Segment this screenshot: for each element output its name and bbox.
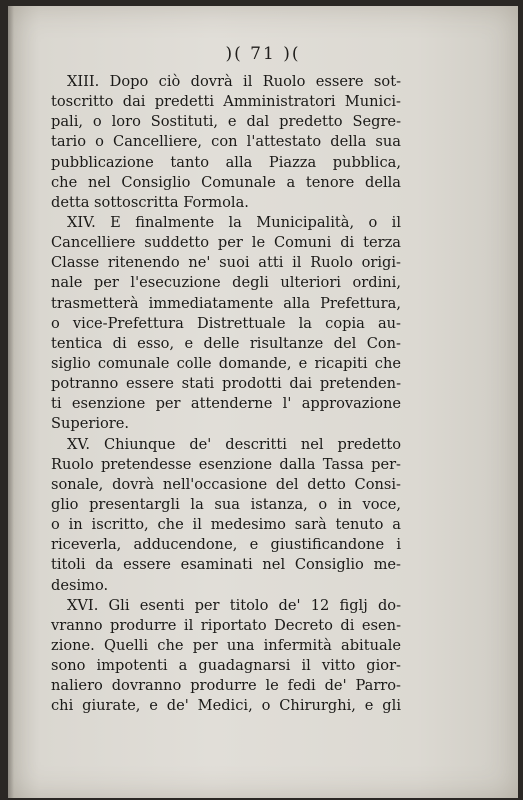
text-line: pubblicazione tanto alla Piazza pubblica, — [51, 153, 401, 171]
text-line: detta sottoscritta Formola. — [51, 193, 249, 211]
text-line: trasmetterà immediatamente alla Prefettura, — [51, 294, 401, 312]
text-line: XV. Chiunque de' descritti nel predetto — [67, 435, 401, 453]
text-line: o in iscritto, che il medesimo sarà tenuto a — [51, 516, 401, 534]
text-line: siglio comunale colle domande, e ricapiti che — [51, 354, 401, 372]
text-line: nale per l'esecuzione degli ulteriori ordini, — [51, 274, 401, 292]
text-line: Superiore. — [51, 415, 130, 433]
text-line: Cancelliere suddetto per le Comuni di terza — [51, 234, 401, 252]
page-number: )( 71 )( — [225, 44, 301, 64]
text-line: ti esenzione per attenderne l' approvazione — [51, 395, 401, 413]
text-line: potranno essere stati prodotti dai pretenden- — [51, 375, 401, 393]
text-line: pali, o loro Sostituti, e dal predetto Segre- — [51, 113, 401, 131]
text-line: tentica di esso, e delle risultanze del Con- — [51, 334, 401, 352]
text-line: vranno produrre il riportato Decreto di esen- — [51, 616, 401, 634]
text-line: glio presentargli la sua istanza, o in voce, — [51, 495, 401, 513]
text-line: Ruolo pretendesse esenzione dalla Tassa per- — [51, 455, 401, 473]
text-line: tario o Cancelliere, con l'attestato della sua — [51, 133, 401, 151]
text-line: desimo. — [51, 576, 109, 594]
text-line: zione. Quelli che per una infermità abituale — [51, 636, 401, 654]
text-line: toscritto dai predetti Amministratori Munici- — [51, 93, 401, 111]
text-line: che nel Consiglio Comunale a tenore della — [51, 173, 401, 191]
text-line: o vice-Prefettura Distrettuale la copia au- — [51, 314, 401, 332]
book-page — [8, 6, 518, 798]
text-line: sono impotenti a guadagnarsi il vitto gior- — [51, 657, 401, 675]
text-line: Classe ritenendo ne' suoi atti il Ruolo origi- — [51, 254, 401, 272]
text-line: riceverla, adducendone, e giustificandone i — [51, 536, 401, 554]
text-line: sonale, dovrà nell'occasione del detto Consi- — [51, 475, 401, 493]
body-text — [51, 72, 401, 717]
text-line: XIV. E finalmente la Municipalità, o il — [67, 213, 401, 231]
text-line: XVI. Gli esenti per titolo de' 12 figlj do- — [67, 596, 401, 614]
text-line: titoli da essere esaminati nel Consiglio me- — [51, 556, 401, 574]
text-line: chi giurate, e de' Medici, o Chirurghi, e gli — [51, 697, 401, 715]
text-line: naliero dovranno produrre le fedi de' Parro- — [51, 677, 401, 695]
page-gutter-shadow — [8, 6, 14, 798]
text-line: XIII. Dopo ciò dovrà il Ruolo essere sot- — [67, 73, 401, 90]
